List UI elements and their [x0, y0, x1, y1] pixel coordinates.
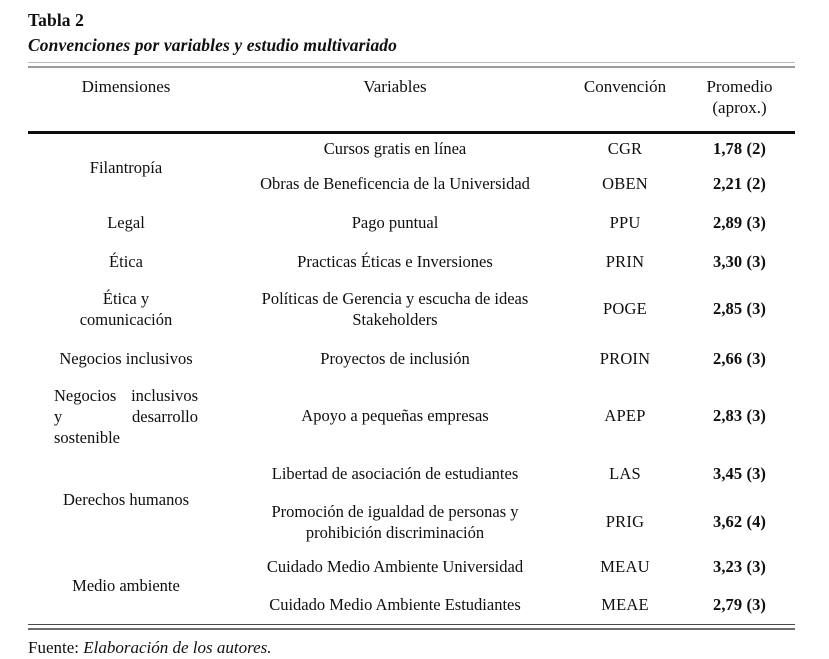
convention-cell: PRIN: [605, 251, 645, 271]
table-number: Tabla 2: [28, 10, 84, 30]
promedio-cell: 2,79 (3): [712, 594, 767, 614]
convention-cell: PRIG: [605, 512, 645, 532]
promedio-line2: (aprox.): [712, 97, 767, 117]
promedio-cell: 2,85 (3): [712, 299, 767, 319]
conventions-table: [28, 68, 795, 130]
dimension-etica: Ética: [109, 251, 143, 271]
dimension-filantropia: Filantropía: [89, 158, 163, 178]
variable-line2: Stakeholders: [352, 309, 438, 329]
variable-cell: Proyectos de inclusión: [320, 349, 470, 369]
table-header: [28, 68, 795, 130]
variable-cell: Cursos gratis en línea: [323, 139, 467, 159]
table-row: [28, 452, 795, 497]
variable-line1: Promoción de igualdad de personas y: [271, 501, 519, 521]
table-row: [28, 338, 795, 382]
dimension-negocios-inclusivos: Negocios inclusivos: [59, 349, 193, 369]
dimension-line1: Ética y: [102, 288, 150, 308]
table-row: [28, 134, 795, 166]
dimension-medio-ambiente: Medio ambiente: [72, 575, 180, 595]
dimension-negocios-desarrollo-sostenible: [28, 382, 224, 452]
convention-cell: LAS: [609, 463, 641, 483]
promedio-cell: 3,30 (3): [712, 251, 767, 271]
convention-cell: MEAU: [600, 557, 650, 577]
column-header-convencion: Convención: [583, 77, 667, 97]
promedio-cell: 3,45 (3): [712, 463, 767, 483]
dimension-line2: y desarrollo: [54, 406, 198, 426]
promedio-cell: 2,21 (2): [712, 174, 767, 194]
dimension-line2: comunicación: [79, 309, 173, 329]
variable-line2: prohibición discriminación: [305, 522, 485, 542]
promedio-cell: 2,83 (3): [712, 406, 767, 426]
table-row: [28, 382, 795, 452]
column-header-dimensiones: Dimensiones: [81, 77, 171, 97]
variable-cell: Cuidado Medio Ambiente Estudiantes: [269, 594, 521, 614]
table-row: [28, 549, 795, 587]
convention-cell: MEAE: [601, 594, 649, 614]
variable-cell: Obras de Beneficencia de la Universidad: [260, 174, 530, 194]
convention-cell: APEP: [604, 406, 646, 426]
variable-cell: [224, 282, 566, 338]
source-label: Fuente:: [28, 637, 79, 657]
promedio-cell: 1,78 (2): [712, 139, 767, 159]
table-source-note: [0, 630, 829, 659]
promedio-line1: Promedio: [706, 77, 773, 97]
dimension-derechos-humanos: Derechos humanos: [62, 489, 189, 509]
convention-cell: OBEN: [602, 174, 648, 194]
column-header-promedio: [684, 68, 795, 130]
convention-cell: CGR: [607, 139, 643, 159]
promedio-cell: 2,89 (3): [712, 212, 767, 232]
table-row: [28, 243, 795, 282]
variable-cell: Cuidado Medio Ambiente Universidad: [266, 557, 524, 577]
variable-cell: Pago puntual: [351, 212, 439, 232]
column-header-variables: Variables: [363, 77, 427, 97]
convention-cell: PROIN: [599, 349, 651, 369]
variable-cell: Libertad de asociación de estudiantes: [271, 463, 519, 483]
table-row: [28, 282, 795, 338]
table-caption: [0, 0, 829, 57]
dimension-legal: Legal: [107, 212, 145, 232]
dimension-line3: sostenible: [54, 428, 120, 448]
dimension-etica-comunicacion: [28, 282, 224, 338]
variable-line1: Políticas de Gerencia y escucha de ideas: [261, 288, 529, 308]
promedio-cell: 2,66 (3): [712, 349, 767, 369]
header-row: [28, 68, 795, 130]
conventions-table-body: [28, 134, 795, 624]
source-text: Elaboración de los autores.: [83, 637, 272, 657]
variable-cell: [224, 497, 566, 549]
convention-cell: POGE: [603, 299, 647, 319]
variable-cell: Practicas Éticas e Inversiones: [297, 251, 493, 271]
table-title: Convenciones por variables y estudio multivariado: [28, 35, 397, 56]
promedio-cell: 3,62 (4): [712, 512, 767, 532]
dimension-line1: Negocios inclusivos: [54, 385, 198, 405]
variable-cell: Apoyo a pequeñas empresas: [301, 406, 489, 426]
convention-cell: PPU: [609, 212, 641, 232]
promedio-cell: 3,23 (3): [712, 557, 767, 577]
table-row: [28, 204, 795, 243]
